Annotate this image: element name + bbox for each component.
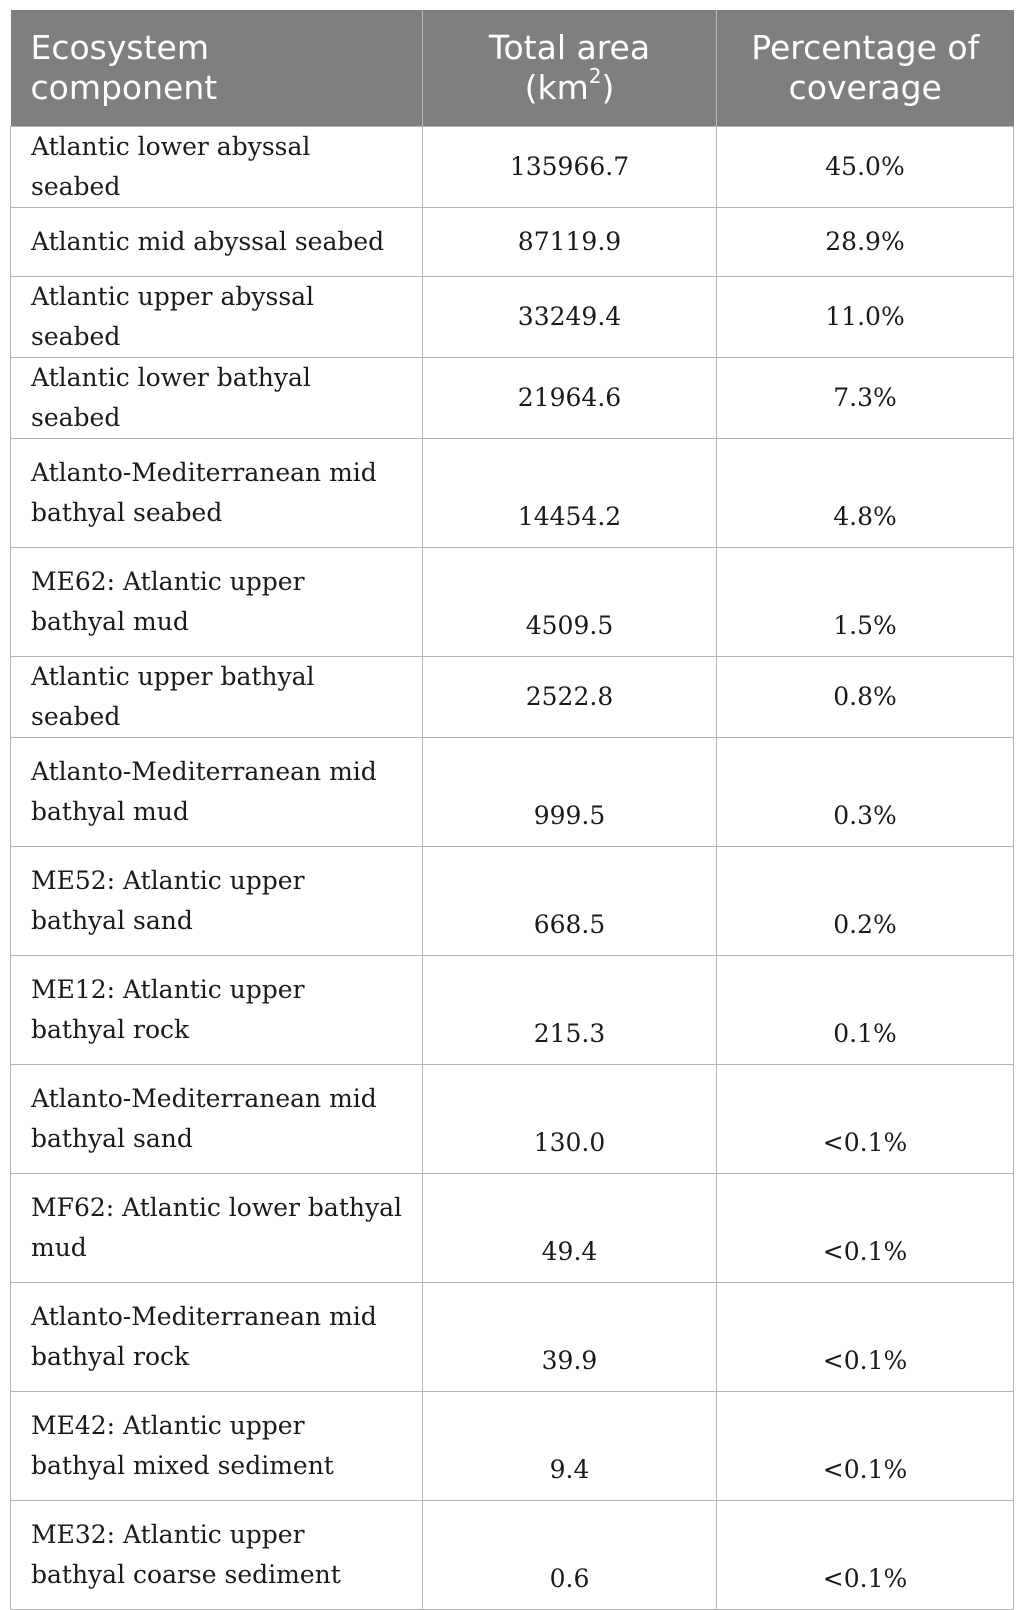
cell-coverage: 28.9% [717,207,1014,276]
cell-coverage: 0.1% [717,955,1014,1064]
cell-component: Atlantic upper abyssal seabed [11,276,423,357]
cell-coverage: <0.1% [717,1173,1014,1282]
header-ecosystem-component [11,10,423,126]
cell-component: Atlantic upper bathyal seabed [11,656,423,737]
header-total-area-superscript: 2 [588,63,602,88]
cell-component: ME32: Atlantic upper bathyal coarse sediment [11,1500,423,1609]
cell-component: ME62: Atlantic upper bathyal mud [11,547,423,656]
header-total-area [423,10,717,126]
cell-component: Atlanto-Mediterranean mid bathyal mud [11,737,423,846]
cell-area: 9.4 [423,1391,717,1500]
cell-area: 14454.2 [423,438,717,547]
cell-area: 135966.7 [423,126,717,207]
table-row [11,846,1014,955]
cell-area: 668.5 [423,846,717,955]
table-row [11,656,1014,737]
cell-coverage: 1.5% [717,547,1014,656]
cell-area: 2522.8 [423,656,717,737]
cell-coverage: 45.0% [717,126,1014,207]
table-row [11,207,1014,276]
cell-area: 33249.4 [423,276,717,357]
cell-coverage: <0.1% [717,1391,1014,1500]
cell-component: Atlantic lower bathyal seabed [11,357,423,438]
cell-area: 0.6 [423,1500,717,1609]
cell-coverage: <0.1% [717,1282,1014,1391]
cell-coverage: <0.1% [717,1064,1014,1173]
cell-area: 4509.5 [423,547,717,656]
cell-coverage: 7.3% [717,357,1014,438]
header-ecosystem-component-label: Ecosystem component [30,27,218,107]
header-total-area-label: Total area (km [488,27,651,107]
cell-component: Atlantic lower abyssal seabed [11,126,423,207]
cell-coverage: 0.2% [717,846,1014,955]
cell-component: Atlanto-Mediterranean mid bathyal sand [11,1064,423,1173]
cell-area: 49.4 [423,1173,717,1282]
header-total-area-close: ) [601,67,615,107]
table-row [11,357,1014,438]
cell-component: MF62: Atlantic lower bathyal mud [11,1173,423,1282]
cell-coverage: 0.8% [717,656,1014,737]
cell-area: 130.0 [423,1064,717,1173]
table-row [11,1173,1014,1282]
cell-component: Atlanto-Mediterranean mid bathyal seabed [11,438,423,547]
cell-area: 39.9 [423,1282,717,1391]
table-row [11,438,1014,547]
cell-component: ME52: Atlantic upper bathyal sand [11,846,423,955]
cell-component: Atlantic mid abyssal seabed [11,207,423,276]
table-row [11,547,1014,656]
header-percentage-coverage [717,10,1014,126]
cell-component: ME12: Atlantic upper bathyal rock [11,955,423,1064]
header-percentage-coverage-label: Percentage of coverage [751,27,980,107]
header-row [11,10,1014,126]
table-row [11,737,1014,846]
cell-coverage: 4.8% [717,438,1014,547]
cell-coverage: <0.1% [717,1500,1014,1609]
table-row [11,1282,1014,1391]
table-row [11,1500,1014,1609]
table-row [11,1064,1014,1173]
cell-area: 215.3 [423,955,717,1064]
cell-area: 999.5 [423,737,717,846]
cell-area: 87119.9 [423,207,717,276]
table-row [11,1391,1014,1500]
table-row [11,276,1014,357]
table-row [11,955,1014,1064]
cell-coverage: 0.3% [717,737,1014,846]
ecosystem-table-container [10,10,1013,1610]
cell-coverage: 11.0% [717,276,1014,357]
cell-component: ME42: Atlantic upper bathyal mixed sediment [11,1391,423,1500]
cell-component: Atlanto-Mediterranean mid bathyal rock [11,1282,423,1391]
table-body [11,126,1014,1609]
cell-area: 21964.6 [423,357,717,438]
table-row [11,126,1014,207]
table-header [11,10,1014,126]
ecosystem-table [10,10,1014,1610]
